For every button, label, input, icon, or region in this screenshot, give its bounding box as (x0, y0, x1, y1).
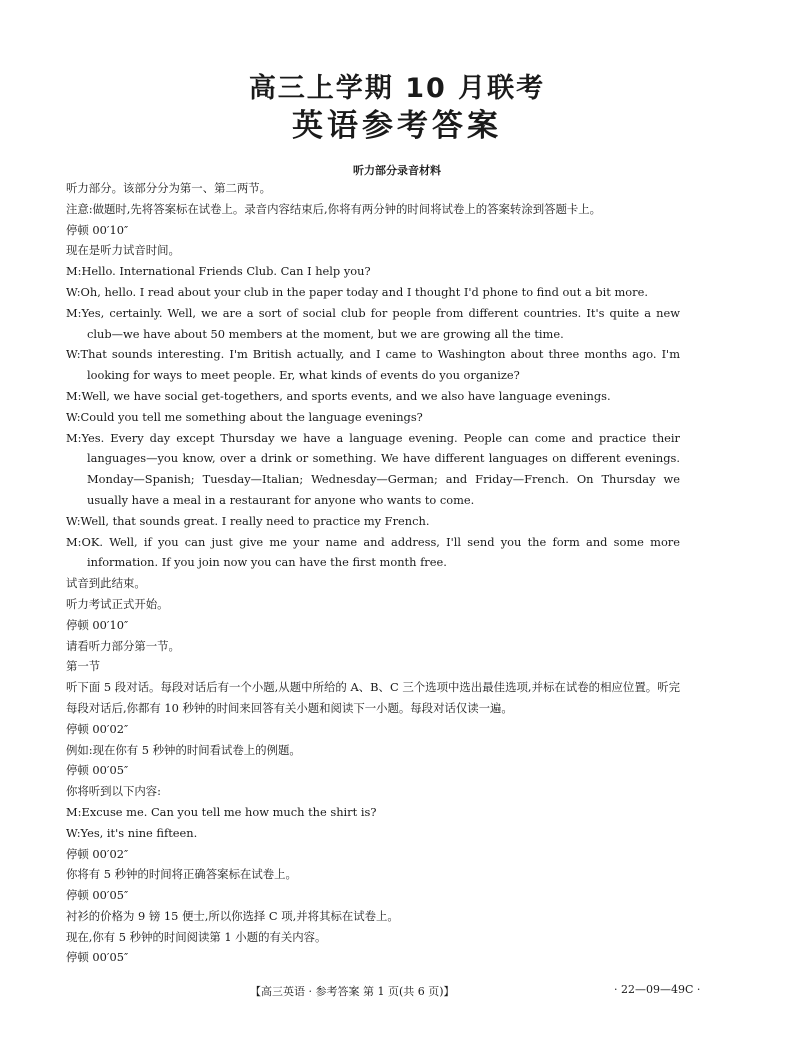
pause-marker: 停顿 00′05″ (66, 763, 129, 778)
paragraph-trial: 现在是听力试音时间。 (66, 243, 180, 258)
paragraph-you-will-hear: 你将听到以下内容: (66, 784, 161, 799)
pause-marker: 停顿 00′10″ (66, 617, 129, 632)
document-subtitle: 英语参考答案 (292, 108, 502, 144)
paragraph-answer-explain: 衬衫的价格为 9 镑 15 便士,所以你选择 C 项,并将其标在试卷上。 (66, 908, 399, 923)
pause-marker: 停顿 00′05″ (66, 950, 129, 965)
paragraph-trial-end: 试音到此结束。 (66, 576, 146, 591)
paragraph-notice: 注意:做题时,先将答案标在试卷上。录音内容结束后,你将有两分钟的时间将试卷上的答案转涂到答题卡上。 (66, 201, 602, 216)
paragraph-section-one: 请看听力部分第一节。 (66, 638, 180, 653)
footer-page-info: 【高三英语 · 参考答案 第 1 页(共 6 页)】 (250, 985, 455, 998)
section-label: 第一节 (66, 659, 101, 674)
paragraph-intro: 听力部分。该部分分为第一、第二两节。 (66, 181, 272, 195)
footer-code: · 22—09—49C · (614, 983, 701, 996)
paragraph-exam-start: 听力考试正式开始。 (66, 596, 169, 611)
dialogue-line: W:Yes, it's nine fifteen. (66, 825, 198, 840)
section-heading: 听力部分录音材料 (353, 164, 441, 177)
page-footer (0, 983, 794, 999)
pause-marker: 停顿 00′10″ (66, 222, 129, 237)
dialogue-line: M:Well, we have social get-togethers, and sports events, and we also have language evenings. (66, 388, 611, 403)
pause-marker: 停顿 00′05″ (66, 888, 129, 903)
dialogue-line: M:OK. Well, if you can just give me your name and address, I'll send you the form and some more information. If you join now you can have the first month free. (66, 534, 680, 570)
pause-marker: 停顿 00′02″ (66, 846, 129, 861)
dialogue-line: W:Oh, hello. I read about your club in the paper today and I thought I'd phone to find out a bit more. (66, 284, 648, 299)
transcript-body (66, 178, 680, 968)
dialogue-line: W:That sounds interesting. I'm British actually, and I came to Washington about three months ago. I'm looking for ways to meet people. Er, what kinds of events do you organize? (66, 347, 680, 383)
paragraph-read-q1: 现在,你有 5 秒钟的时间阅读第 1 小题的有关内容。 (66, 929, 327, 944)
document-title: 高三上学期 10 月联考 (248, 73, 546, 104)
dialogue-line: M:Yes, certainly. Well, we are a sort of social club for people from different countries. It's quite a new club—we have about 50 members at the moment, but we are growing all the time. (66, 305, 680, 341)
paragraph-example: 例如:现在你有 5 秒钟的时间看试卷上的例题。 (66, 742, 301, 757)
paragraph-instructions: 听下面 5 段对话。每段对话后有一个小题,从题中所给的 A、B、C 三个选项中选出最佳选项,并标在试卷的相应位置。听完每段对话后,你都有 10 秒钟的时间来回答有关小题和阅读下一小题。每段对话仅读一遍。 (66, 680, 680, 715)
dialogue-line: M:Excuse me. Can you tell me how much the shirt is? (66, 804, 377, 819)
dialogue-line: W:Could you tell me something about the language evenings? (66, 409, 423, 424)
pause-marker: 停顿 00′02″ (66, 721, 129, 736)
dialogue-line: M:Yes. Every day except Thursday we have a language evening. People can come and practice their languages—you know, over a drink or something. We have different languages on different evenings. Monday—Spanish; Tuesday—Italian; Wednesday—German; and Friday—French. On Thursday we usually have a meal in a restaurant for anyone who wants to come. (66, 430, 680, 507)
dialogue-line: W:Well, that sounds great. I really need to practice my French. (66, 513, 430, 528)
paragraph-answer-time: 你将有 5 秒钟的时间将正确答案标在试卷上。 (66, 867, 297, 882)
dialogue-line: M:Hello. International Friends Club. Can I help you? (66, 264, 371, 279)
